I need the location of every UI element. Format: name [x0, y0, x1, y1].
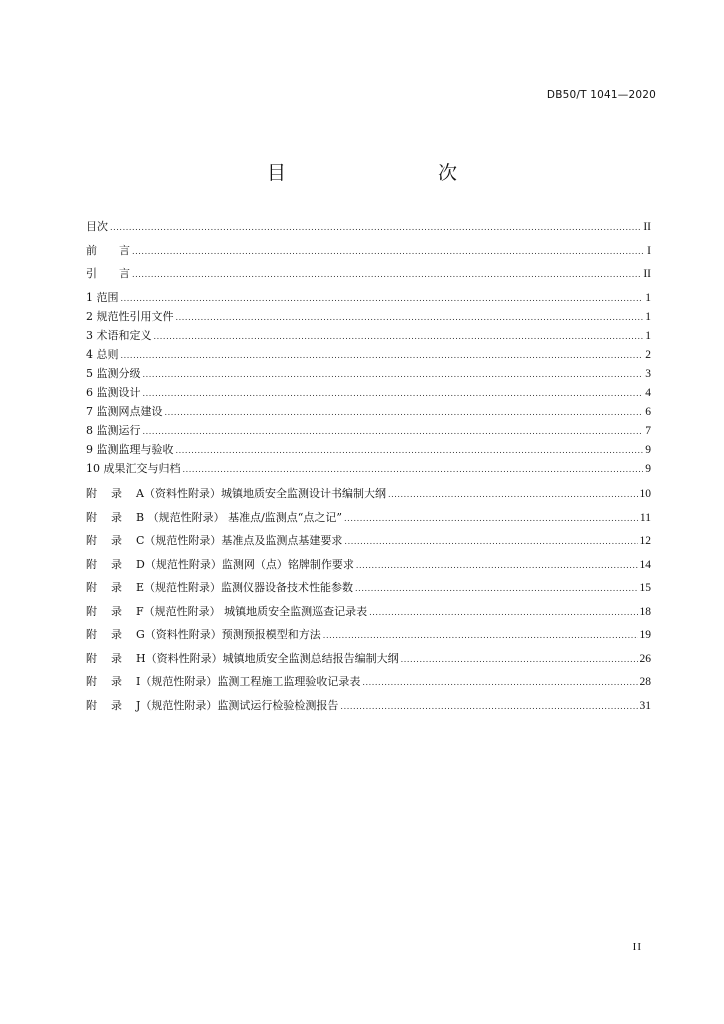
- toc-entry-label: H（资料性附录）城镇地质安全监测总结报告编制大纲: [136, 651, 399, 665]
- toc-entry-label: E（规范性附录）监测仪器设备技术性能参数: [136, 581, 354, 594]
- dot-leader: [340, 695, 637, 719]
- toc-entry[interactable]: [86, 326, 651, 345]
- toc-annex-entry[interactable]: [86, 482, 651, 506]
- toc-entry-label: 1 范围: [86, 290, 119, 304]
- annex-prefix: 附 录: [86, 487, 122, 500]
- toc-annex-entry[interactable]: [86, 623, 651, 647]
- dot-leader: [323, 624, 638, 648]
- toc-entry[interactable]: [86, 421, 651, 440]
- toc-annex-entry[interactable]: [86, 529, 651, 553]
- standard-number: DB50/T 1041—2020: [546, 89, 656, 101]
- dot-leader: [165, 403, 644, 422]
- annex-prefix: 附 录: [86, 581, 122, 594]
- toc-entry-page: 9: [645, 443, 651, 456]
- toc-entry-label: 7 监测网点建设: [86, 404, 163, 418]
- toc-entry-page: 7: [645, 424, 651, 437]
- toc-entry-label: A（资料性附录）城镇地质安全监测设计书编制大纲: [136, 487, 386, 500]
- dot-leader: [143, 422, 644, 441]
- toc-annex-entry[interactable]: [86, 600, 651, 624]
- toc-entry-page: 31: [639, 699, 651, 712]
- annex-prefix: 附 录: [86, 651, 122, 665]
- toc-entry[interactable]: [86, 364, 651, 383]
- toc-entry-page: 10: [639, 488, 651, 500]
- dot-leader: [344, 530, 637, 554]
- toc-entry[interactable]: [86, 307, 651, 326]
- toc-entry-label: D（规范性附录）监测网（点）铭牌制作要求: [136, 557, 354, 571]
- toc-entry[interactable]: [86, 264, 651, 283]
- toc-entry[interactable]: [86, 383, 651, 402]
- toc-entry[interactable]: [86, 402, 651, 421]
- toc-entry-page: 19: [639, 629, 651, 641]
- toc-entry-label: 5 监测分级: [86, 366, 141, 380]
- toc-entry-label: G（资料性附录）预测预报模型和方法: [136, 628, 321, 641]
- toc-entry-label: C（规范性附录）基准点及监测点基建要求: [136, 534, 343, 547]
- toc-entry[interactable]: [86, 217, 651, 236]
- table-of-contents: [86, 217, 651, 717]
- toc-entry-page: II: [643, 221, 651, 233]
- toc-entry-page: 12: [639, 535, 651, 547]
- toc-annex-entry[interactable]: [86, 576, 651, 600]
- dot-leader: [362, 671, 637, 695]
- toc-entry-page: 18: [639, 605, 651, 618]
- toc-entry-page: 14: [639, 558, 651, 571]
- toc-entry-page: 26: [639, 652, 651, 665]
- toc-entry-page: 1: [645, 310, 651, 323]
- toc-entry-page: 3: [645, 367, 651, 380]
- toc-entry-label: J（规范性附录）监测试运行检验检测报告: [136, 698, 339, 712]
- toc-entry[interactable]: [86, 345, 651, 364]
- dot-leader: [183, 460, 644, 479]
- toc-entry[interactable]: [86, 459, 651, 478]
- toc-entry-page: I: [647, 244, 651, 257]
- annex-prefix: 附 录: [86, 628, 122, 641]
- toc-entry-label: 前 言: [86, 243, 130, 257]
- toc-entry-label: 3 术语和定义: [86, 328, 152, 342]
- toc-entry-page: 11: [639, 511, 651, 524]
- toc-entry-label: 8 监测运行: [86, 423, 141, 437]
- toc-entry-page: 4: [645, 386, 651, 399]
- dot-leader: [369, 601, 637, 625]
- annex-prefix: 附 录: [86, 698, 122, 712]
- dot-leader: [121, 346, 644, 365]
- dot-leader: [176, 441, 644, 460]
- toc-entry-label: 2 规范性引用文件: [86, 309, 174, 323]
- toc-entry-label: 6 监测设计: [86, 385, 141, 399]
- annex-prefix: 附 录: [86, 534, 122, 547]
- toc-annex-entry[interactable]: [86, 553, 651, 577]
- toc-entry-label: 10 成果汇交与归档: [86, 461, 181, 475]
- dot-leader: [355, 577, 637, 601]
- toc-entry-page: 2: [645, 348, 651, 361]
- toc-entry-page: 1: [645, 329, 651, 342]
- dot-leader: [154, 327, 644, 346]
- toc-entry-label: 9 监测监理与验收: [86, 442, 174, 456]
- dot-leader: [121, 289, 644, 308]
- toc-entry[interactable]: [86, 440, 651, 459]
- toc-entry-label: B （规范性附录） 基准点/监测点“点之记”: [136, 510, 343, 524]
- toc-entry[interactable]: [86, 241, 651, 260]
- toc-entry-label: F（规范性附录） 城镇地质安全监测巡查记录表: [136, 604, 368, 618]
- toc-entry-label: 4 总则: [86, 347, 119, 361]
- dot-leader: [143, 384, 644, 403]
- toc-entry-label: I（规范性附录）监测工程施工监理验收记录表: [136, 675, 361, 688]
- toc-entry-label: 目次: [86, 220, 108, 233]
- toc-entry-page: 6: [645, 405, 651, 418]
- dot-leader: [143, 365, 644, 384]
- annex-prefix: 附 录: [86, 510, 122, 524]
- annex-prefix: 附 录: [86, 604, 122, 618]
- toc-entry-page: 28: [639, 676, 651, 688]
- dot-leader: [388, 483, 638, 507]
- page-number: II: [632, 941, 642, 953]
- dot-leader: [132, 265, 641, 284]
- toc-annex-entry[interactable]: [86, 670, 651, 694]
- dot-leader: [110, 218, 641, 237]
- toc-annex-entry[interactable]: [86, 694, 651, 718]
- toc-entry-page: 1: [645, 291, 651, 304]
- page-title: 目 次: [266, 162, 495, 184]
- annex-prefix: 附 录: [86, 557, 122, 571]
- dot-leader: [132, 242, 645, 261]
- dot-leader: [176, 308, 644, 327]
- annex-prefix: 附 录: [86, 675, 122, 688]
- toc-annex-entry[interactable]: [86, 647, 651, 671]
- dot-leader: [344, 507, 638, 531]
- toc-entry-page: II: [643, 268, 651, 280]
- toc-entry-label: 引 言: [86, 267, 130, 280]
- toc-entry-page: 15: [639, 582, 651, 594]
- dot-leader: [356, 554, 638, 578]
- toc-entry[interactable]: [86, 288, 651, 307]
- toc-entry-page: 9: [645, 462, 651, 475]
- toc-annex-entry[interactable]: [86, 506, 651, 530]
- dot-leader: [401, 648, 638, 672]
